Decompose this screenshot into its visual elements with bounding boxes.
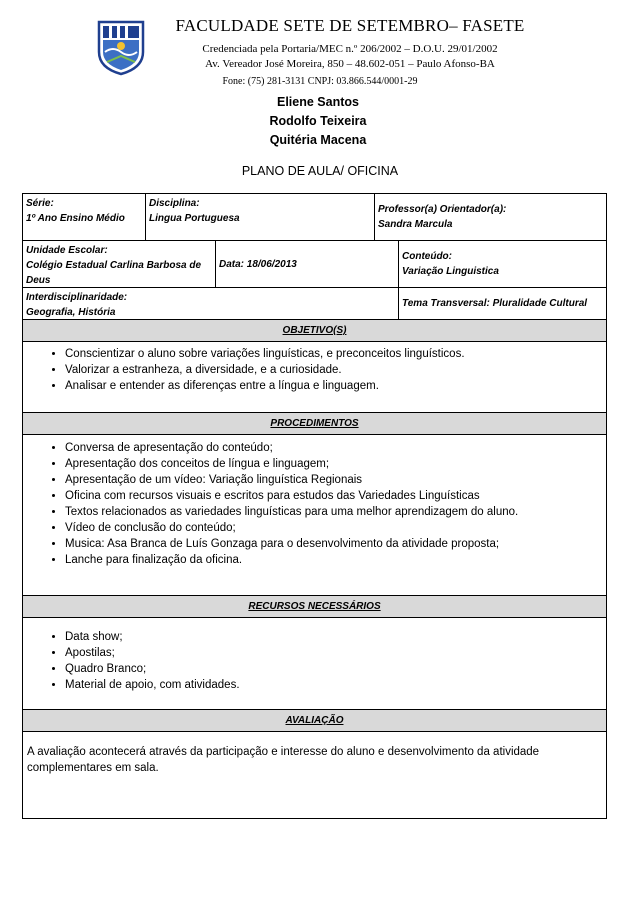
- list-item: • Analisar e entender as diferenças entre a língua e linguagem.: [65, 378, 606, 394]
- objetivos-title: OBJETIVO(S): [282, 325, 347, 336]
- objetivos-list: [23, 346, 606, 394]
- list-item: • Apresentação dos conceitos de língua e linguagem;: [65, 456, 606, 472]
- list-item: • Vídeo de conclusão do conteúdo;: [65, 520, 606, 536]
- avaliacao-title: AVALIAÇÃO: [285, 715, 344, 726]
- avaliacao-header: [23, 710, 606, 732]
- contact-line: Fone: (75) 281-3131 CNPJ: 03.866.544/0001-29: [222, 76, 418, 87]
- address-line: Av. Vereador José Moreira, 850 – 48.602-051 – Paulo Afonso-BA: [205, 58, 495, 70]
- recursos-title: RECURSOS NECESSÁRIOS: [248, 601, 381, 612]
- list-item: • Conscientizar o aluno sobre variações linguísticas, e preconceitos linguísticos.: [65, 346, 606, 362]
- unidade-label: Unidade Escolar:: [26, 245, 108, 256]
- list-item: • Musica: Asa Branca de Luís Gonzaga para o desenvolvimento da atividade proposta;: [65, 536, 606, 552]
- recursos-list: [23, 629, 606, 693]
- avaliacao-section: [23, 732, 606, 818]
- list-item: • Apresentação de um vídeo: Variação linguística Regionais: [65, 472, 606, 488]
- conteudo-value: Variação Linguistica: [402, 266, 499, 277]
- serie-label: Série:: [26, 198, 54, 209]
- serie-cell: [23, 194, 146, 240]
- interdisciplinaridade-cell: [23, 288, 399, 319]
- info-row-1: [23, 194, 606, 241]
- conteudo-label: Conteúdo:: [402, 251, 452, 262]
- institution-name: FACULDADE SETE DE SETEMBRO– FASETE: [175, 16, 525, 35]
- tema-value: Tema Transversal: Pluralidade Cultural: [402, 298, 588, 309]
- data-cell: [216, 241, 399, 287]
- accreditation-line: Credenciada pela Portaria/MEC n.º 206/2002 – D.O.U. 29/01/2002: [202, 43, 498, 55]
- list-item: • Textos relacionados as variedades linguísticas para uma melhor aprendizagem do aluno.: [65, 504, 606, 520]
- recursos-section: [23, 618, 606, 710]
- lesson-plan-table: [22, 193, 607, 819]
- list-item: • Quadro Branco;: [65, 661, 606, 677]
- plan-title: PLANO DE AULA/ OFICINA: [241, 164, 399, 178]
- unidade-value: Colégio Estadual Carlina Barbosa de Deus: [26, 260, 202, 286]
- list-item: • Conversa de apresentação do conteúdo;: [65, 440, 606, 456]
- interdisciplinaridade-value: Geografia, História: [26, 307, 116, 318]
- professor-value: Sandra Marcula: [378, 219, 453, 230]
- author-name: Eliene Santos: [277, 95, 359, 109]
- procedimentos-list: [23, 440, 606, 568]
- author-name: Quitéria Macena: [269, 133, 367, 147]
- unidade-cell: [23, 241, 216, 287]
- author-names: [200, 93, 436, 150]
- conteudo-cell: [399, 241, 606, 287]
- procedimentos-header: [23, 413, 606, 435]
- info-row-2: [23, 241, 606, 288]
- objetivos-section: [23, 342, 606, 413]
- disciplina-label: Disciplina:: [149, 198, 200, 209]
- fasete-logo-icon: [95, 18, 147, 76]
- tema-cell: [399, 288, 606, 319]
- interdisciplinaridade-label: Interdisciplinaridade:: [26, 292, 128, 303]
- list-item: • Oficina com recursos visuais e escritos para estudos das Variedades Linguísticas: [65, 488, 606, 504]
- list-item: • Valorizar a estranheza, a diversidade, e a curiosidade.: [65, 362, 606, 378]
- avaliacao-text: A avaliação acontecerá através da participação e interesse do aluno e desenvolvimento da atividade complementares em sala.: [27, 746, 540, 774]
- info-row-3: [23, 288, 606, 320]
- procedimentos-section: [23, 435, 606, 596]
- data-value: Data: 18/06/2013: [219, 258, 297, 270]
- list-item: • Data show;: [65, 629, 606, 645]
- letterhead: [0, 0, 638, 178]
- recursos-header: [23, 596, 606, 618]
- serie-value: 1º Ano Ensino Médio: [26, 213, 125, 224]
- disciplina-value: Lingua Portuguesa: [149, 213, 240, 224]
- procedimentos-title: PROCEDIMENTOS: [270, 418, 359, 429]
- disciplina-cell: [146, 194, 375, 240]
- author-name: Rodolfo Teixeira: [269, 114, 367, 128]
- professor-label: Professor(a) Orientador(a):: [378, 204, 507, 215]
- objetivos-header: [23, 320, 606, 342]
- list-item: • Apostilas;: [65, 645, 606, 661]
- list-item: • Lanche para finalização da oficina.: [65, 552, 606, 568]
- list-item: • Material de apoio, com atividades.: [65, 677, 606, 693]
- professor-cell: [375, 194, 606, 240]
